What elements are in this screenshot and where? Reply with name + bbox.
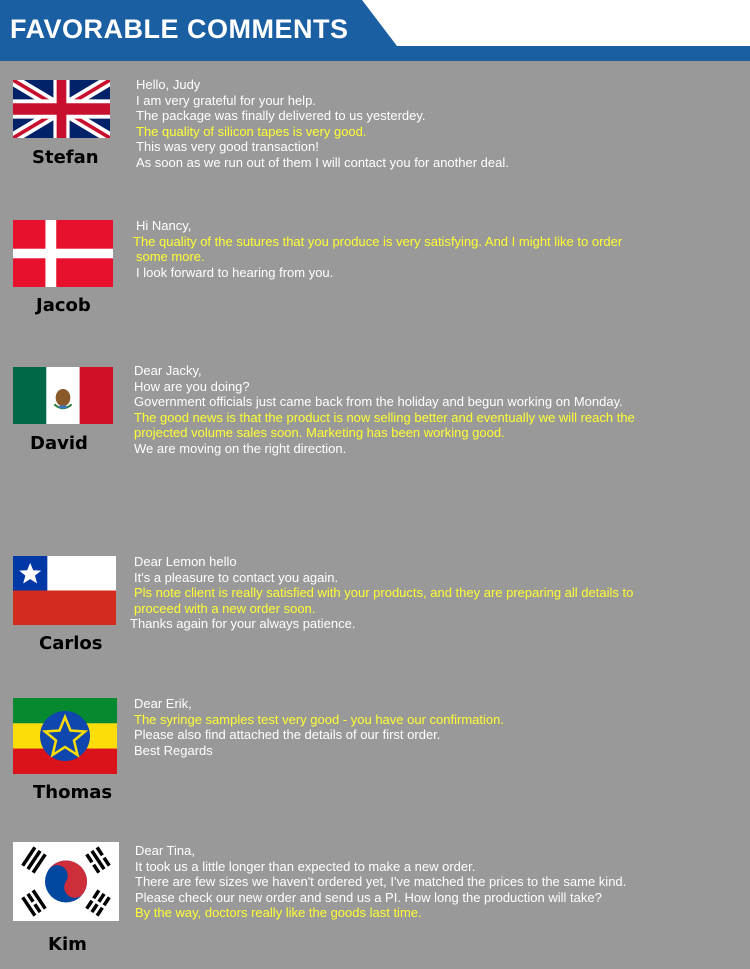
comment-text: Dear Jacky, How are you doing? Government officials just came back from the holiday and begun working on Monday. The good news is that the product is now selling better and eventually we will reach the projected volume sales soon. Marketing has been working good. We are moving on the right direction. — [134, 363, 635, 456]
header-banner — [0, 0, 750, 61]
commenter-name: Kim — [48, 934, 87, 955]
denmark-flag-icon — [13, 220, 113, 287]
uk-flag-icon — [13, 80, 110, 138]
commenter-name: Stefan — [32, 147, 99, 168]
comment-text: Dear Tina, It took us a little longer than expected to make a new order. There are few sizes we haven't ordered yet, I've matched the prices to the same kind. Please check our new order and send us a PI. How long the production will take? By the way, doctors really like the goods last time. — [135, 843, 627, 920]
comment-text: Hi Nancy, The quality of the sutures that you produce is very satisfying. And I might like to order some more. I look forward to hearing from you. — [133, 218, 623, 280]
comment-text: Dear Lemon hello It's a pleasure to contact you again. Pls note client is really satisfied with your products, and they are preparing all details to proceed with a new order soon. Thanks again for your always patience. — [130, 554, 634, 631]
commenter-name: Thomas — [33, 782, 113, 803]
mexico-flag-icon — [13, 367, 113, 424]
page-title: FAVORABLE COMMENTS — [10, 14, 349, 44]
commenter-name: Carlos — [39, 633, 103, 654]
comment-text: Hello, Judy I am very grateful for your help. The package was finally delivered to us yesterdey. The quality of silicon tapes is very good. This was very good transaction! As soon as we run out of them I will contact you for another deal. — [136, 77, 509, 170]
commenter-name: Jacob — [36, 295, 91, 316]
south-korea-flag-icon — [13, 842, 119, 921]
comment-text: Dear Erik, The syringe samples test very good - you have our confirmation. Please also find attached the details of our first order. Best Regards — [134, 696, 504, 758]
chile-flag-icon — [13, 556, 116, 625]
ethiopia-flag-icon — [13, 698, 117, 774]
commenter-name: David — [30, 433, 88, 454]
